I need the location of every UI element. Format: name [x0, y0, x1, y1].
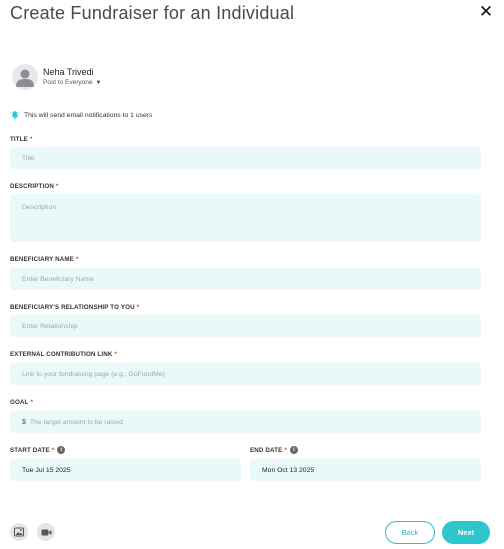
- beneficiary-name-placeholder: Enter Beneficiary Name: [22, 275, 94, 283]
- author-block: [12, 63, 101, 91]
- description-textarea[interactable]: [10, 194, 481, 242]
- info-icon[interactable]: i: [57, 446, 65, 454]
- notification-notice: [10, 109, 152, 121]
- beneficiary-name-input[interactable]: [10, 268, 481, 290]
- notice-text: This will send email notifications to 1 users: [24, 111, 153, 119]
- user-info: [43, 66, 101, 88]
- title-label: TITLE *: [10, 136, 33, 143]
- description-placeholder: Description: [22, 204, 56, 211]
- avatar: [12, 64, 38, 90]
- user-name: Neha Trivedi: [43, 67, 94, 77]
- relationship-input[interactable]: [10, 315, 481, 337]
- start-date-value: Tue Jul 15 2025: [22, 466, 71, 474]
- end-date-input[interactable]: [250, 459, 481, 481]
- caret-down-icon: ▼: [95, 80, 102, 86]
- modal-header: [10, 2, 494, 26]
- audience-dropdown[interactable]: [43, 78, 101, 88]
- image-icon[interactable]: [10, 523, 28, 541]
- user-avatar-icon: [16, 67, 34, 87]
- external-link-placeholder: Link to your fundraising page (e.g., GoFundMe): [22, 370, 165, 378]
- end-date-value: Mon Oct 13 2025: [262, 466, 315, 474]
- start-date-input[interactable]: [10, 459, 241, 481]
- relationship-label: BENEFICIARY'S RELATIONSHIP TO YOU *: [10, 304, 140, 311]
- currency-symbol: $: [22, 418, 26, 426]
- end-date-label: END DATE * i: [250, 446, 298, 454]
- bell-icon: [10, 110, 20, 120]
- goal-input[interactable]: [10, 411, 481, 433]
- goal-label: GOAL *: [10, 399, 34, 406]
- close-icon[interactable]: ✕: [478, 2, 494, 21]
- relationship-placeholder: Enter Relationship: [22, 322, 78, 330]
- back-button[interactable]: Back: [385, 521, 435, 544]
- audience-label: Post to Everyone: [43, 79, 93, 86]
- external-link-label: EXTERNAL CONTRIBUTION LINK *: [10, 351, 118, 358]
- next-button[interactable]: Next: [442, 521, 490, 544]
- goal-placeholder: The target amount to be raised: [29, 418, 123, 426]
- beneficiary-name-label: BENEFICIARY NAME *: [10, 256, 79, 263]
- description-label: DESCRIPTION *: [10, 183, 59, 190]
- start-date-label: START DATE * i: [10, 446, 65, 454]
- title-placeholder: Title: [22, 154, 35, 162]
- page-title: Create Fundraiser for an Individual: [10, 3, 295, 23]
- info-icon[interactable]: i: [290, 446, 298, 454]
- title-input[interactable]: [10, 147, 481, 169]
- video-camera-icon[interactable]: [37, 523, 55, 541]
- external-link-input[interactable]: [10, 363, 481, 385]
